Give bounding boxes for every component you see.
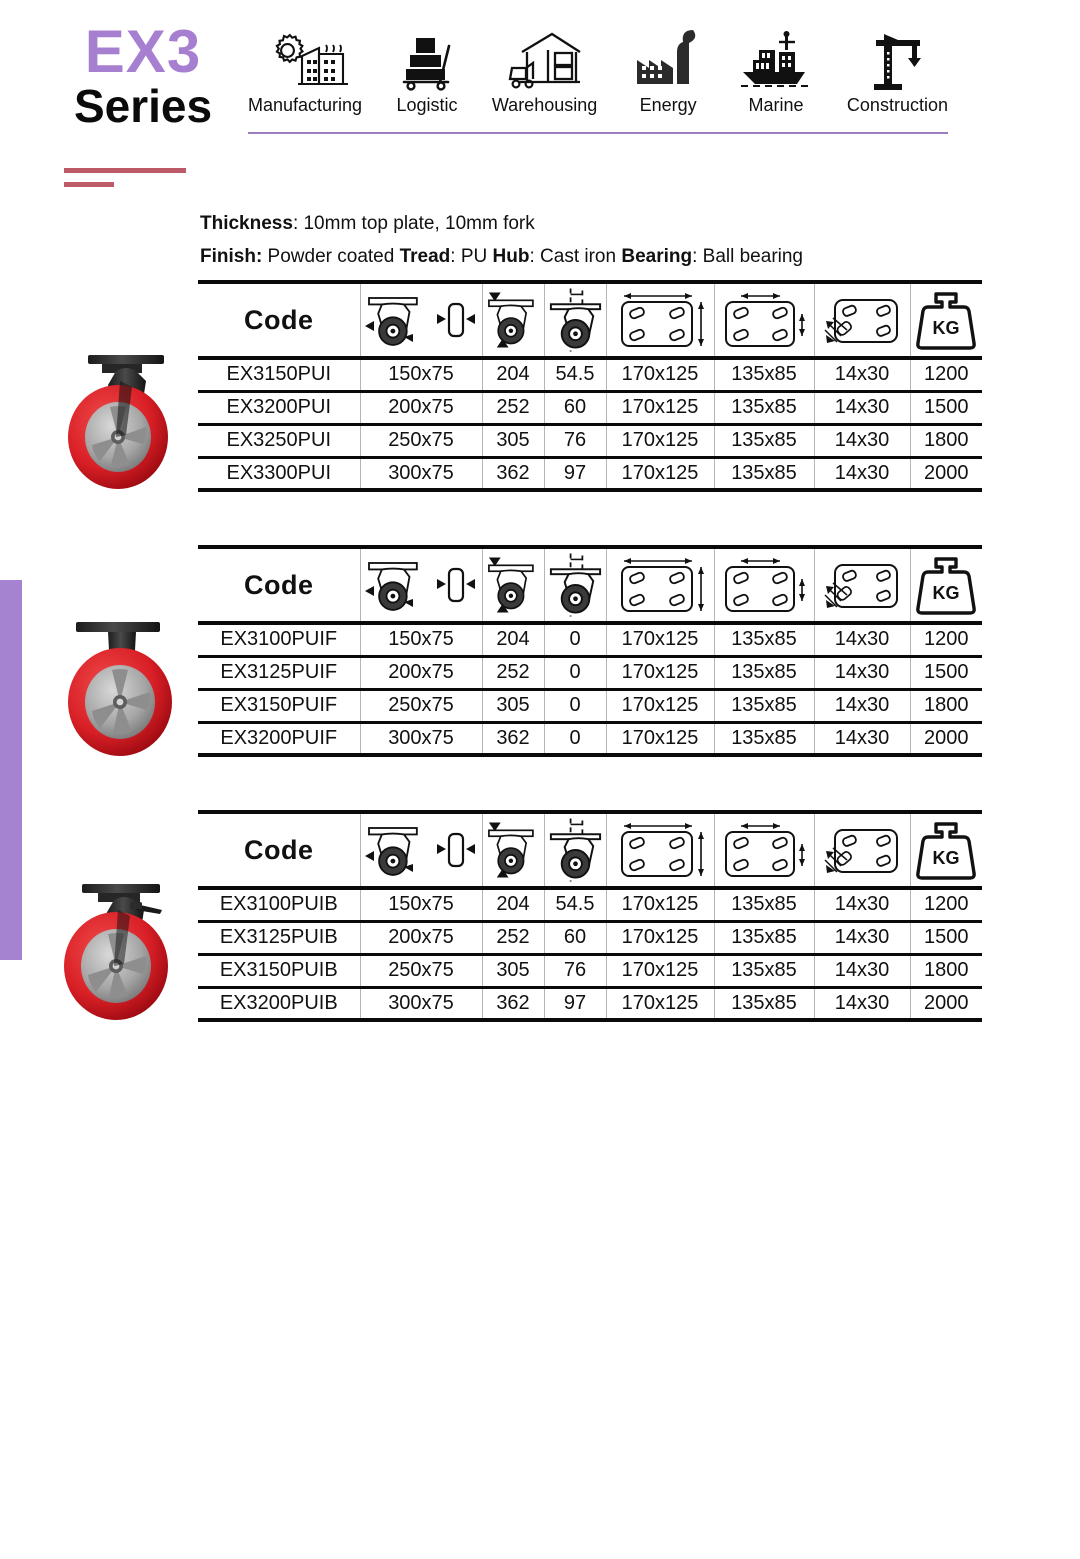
column-header-wheel-diameter-width-icon [360, 812, 482, 888]
cell-product-code: EX3200PUI [198, 391, 360, 424]
table-row [198, 987, 982, 1020]
cell-plate: 170x125 [606, 888, 714, 921]
spec-tread-label: Tread [399, 245, 451, 267]
column-header-bolt-hole-size-icon [814, 812, 910, 888]
industry-label: Construction [846, 95, 948, 115]
cell-bolt: 135x85 [714, 722, 814, 755]
cell-offset: 76 [544, 954, 606, 987]
cell-boltsize: 14x30 [814, 457, 910, 490]
spec-bearing-value: : Ball bearing [692, 245, 803, 267]
brand-rule-short [64, 182, 114, 187]
cell-offset: 54.5 [544, 358, 606, 391]
svg-text:KG: KG [932, 583, 960, 603]
cell-product-code: EX3150PUI [198, 358, 360, 391]
industry-item-logistic [396, 30, 458, 116]
cell-height: 362 [482, 722, 544, 755]
column-header-code: Code [198, 812, 360, 888]
cell-height: 252 [482, 656, 544, 689]
swivel-caster-photo [58, 345, 208, 505]
table-row [198, 623, 982, 656]
cell-height: 305 [482, 424, 544, 457]
cell-height: 362 [482, 987, 544, 1020]
brand-block [48, 18, 238, 132]
cell-height: 204 [482, 888, 544, 921]
cell-wheel: 200x75 [360, 656, 482, 689]
table-row [198, 656, 982, 689]
cell-wheel: 250x75 [360, 689, 482, 722]
cell-boltsize: 14x30 [814, 689, 910, 722]
cell-boltsize: 14x30 [814, 722, 910, 755]
industry-item-warehousing [492, 30, 597, 116]
cell-product-code: EX3100PUIB [198, 888, 360, 921]
cell-plate: 170x125 [606, 623, 714, 656]
cell-plate: 170x125 [606, 457, 714, 490]
column-header-swivel-offset-icon [544, 282, 606, 358]
spec-hub-value: : Cast iron [529, 245, 622, 267]
cell-offset: 60 [544, 921, 606, 954]
cell-bolt: 135x85 [714, 888, 814, 921]
column-header-swivel-offset-icon [544, 812, 606, 888]
cell-product-code: EX3300PUI [198, 457, 360, 490]
cell-kg: 1200 [910, 358, 982, 391]
brand-name: EX3 [84, 18, 202, 85]
cell-bolt: 135x85 [714, 424, 814, 457]
industry-label: Manufacturing [248, 95, 363, 115]
cell-product-code: EX3100PUIF [198, 623, 360, 656]
cell-boltsize: 14x30 [814, 391, 910, 424]
column-header-bolt-hole-size-icon [814, 282, 910, 358]
cell-boltsize: 14x30 [814, 888, 910, 921]
cell-wheel: 150x75 [360, 888, 482, 921]
cargo-ship-icon [739, 30, 813, 92]
cell-plate: 170x125 [606, 987, 714, 1020]
cell-product-code: EX3250PUI [198, 424, 360, 457]
spec-tread-value: : PU [450, 245, 493, 267]
cell-height: 252 [482, 921, 544, 954]
cell-offset: 60 [544, 391, 606, 424]
cell-boltsize: 14x30 [814, 424, 910, 457]
cell-height: 362 [482, 457, 544, 490]
cell-plate: 170x125 [606, 391, 714, 424]
cell-plate: 170x125 [606, 424, 714, 457]
power-plant-leaf-icon [631, 30, 705, 92]
column-header-code: Code [198, 282, 360, 358]
industry-item-manufacturing [248, 30, 362, 116]
cell-wheel: 150x75 [360, 358, 482, 391]
cell-product-code: EX3125PUIF [198, 656, 360, 689]
column-header-load-capacity-kg-icon [910, 547, 982, 623]
spec-finish-value: Powder coated [262, 245, 400, 267]
industry-item-marine [739, 30, 813, 116]
braked-swivel-caster-photo [58, 870, 208, 1030]
cell-product-code: EX3150PUIB [198, 954, 360, 987]
table-row [198, 921, 982, 954]
cell-wheel: 250x75 [360, 954, 482, 987]
cell-bolt: 135x85 [714, 987, 814, 1020]
table-row [198, 457, 982, 490]
cell-plate: 170x125 [606, 689, 714, 722]
cell-height: 305 [482, 954, 544, 987]
column-header-bolt-hole-spacing-icon [714, 547, 814, 623]
cell-wheel: 300x75 [360, 457, 482, 490]
spec-table-swivel [198, 280, 982, 492]
column-header-wheel-diameter-width-icon [360, 282, 482, 358]
cell-boltsize: 14x30 [814, 987, 910, 1020]
cell-kg: 2000 [910, 457, 982, 490]
table-row [198, 358, 982, 391]
cell-kg: 1500 [910, 391, 982, 424]
cell-bolt: 135x85 [714, 623, 814, 656]
cell-wheel: 300x75 [360, 722, 482, 755]
factory-gear-icon [262, 30, 348, 92]
cell-plate: 170x125 [606, 954, 714, 987]
column-header-overall-height-icon [482, 282, 544, 358]
cell-boltsize: 14x30 [814, 358, 910, 391]
cell-offset: 0 [544, 689, 606, 722]
industry-label: Logistic [396, 95, 458, 115]
page-header [0, 0, 1080, 200]
column-header-bolt-hole-spacing-icon [714, 282, 814, 358]
column-header-top-plate-size-icon [606, 282, 714, 358]
table-row [198, 424, 982, 457]
cell-wheel: 150x75 [360, 623, 482, 656]
spec-hub-label: Hub [492, 245, 530, 267]
hand-truck-icon [396, 30, 458, 92]
header-divider [248, 132, 948, 134]
cell-product-code: EX3125PUIB [198, 921, 360, 954]
table-header-row [198, 282, 982, 358]
cell-kg: 1500 [910, 656, 982, 689]
column-header-overall-height-icon [482, 812, 544, 888]
cell-bolt: 135x85 [714, 689, 814, 722]
cell-kg: 1800 [910, 424, 982, 457]
spec-block [200, 208, 986, 273]
cell-bolt: 135x85 [714, 457, 814, 490]
svg-text:KG: KG [932, 848, 960, 868]
cell-bolt: 135x85 [714, 391, 814, 424]
cell-plate: 170x125 [606, 921, 714, 954]
industry-label: Energy [639, 95, 697, 115]
cell-wheel: 200x75 [360, 921, 482, 954]
column-header-wheel-diameter-width-icon [360, 547, 482, 623]
left-accent-bar [0, 580, 22, 960]
column-header-load-capacity-kg-icon [910, 282, 982, 358]
cell-kg: 1500 [910, 921, 982, 954]
spec-bearing-label: Bearing [621, 245, 693, 267]
cell-kg: 2000 [910, 987, 982, 1020]
fixed-caster-photo [58, 610, 208, 770]
brand-rule-long [64, 168, 186, 173]
cell-bolt: 135x85 [714, 656, 814, 689]
cell-height: 204 [482, 623, 544, 656]
cell-plate: 170x125 [606, 722, 714, 755]
column-header-overall-height-icon [482, 547, 544, 623]
column-header-code: Code [198, 547, 360, 623]
industry-item-construction [847, 30, 948, 116]
cell-plate: 170x125 [606, 358, 714, 391]
table-row [198, 391, 982, 424]
cell-offset: 0 [544, 623, 606, 656]
column-header-top-plate-size-icon [606, 812, 714, 888]
cell-kg: 1200 [910, 888, 982, 921]
cell-product-code: EX3200PUIB [198, 987, 360, 1020]
cell-offset: 97 [544, 457, 606, 490]
column-header-bolt-hole-spacing-icon [714, 812, 814, 888]
table-body [198, 358, 982, 490]
cell-kg: 1200 [910, 623, 982, 656]
industry-list [248, 30, 948, 116]
cell-offset: 97 [544, 987, 606, 1020]
spec-line-materials [200, 241, 986, 274]
table-body [198, 623, 982, 755]
industry-label: Marine [748, 95, 804, 115]
warehouse-forklift-icon [506, 30, 584, 92]
table-row [198, 954, 982, 987]
cell-offset: 0 [544, 722, 606, 755]
spec-line-thickness [200, 208, 986, 241]
cell-kg: 1800 [910, 689, 982, 722]
cell-bolt: 135x85 [714, 358, 814, 391]
cell-plate: 170x125 [606, 656, 714, 689]
cell-wheel: 250x75 [360, 424, 482, 457]
cell-height: 305 [482, 689, 544, 722]
cell-boltsize: 14x30 [814, 656, 910, 689]
column-header-top-plate-size-icon [606, 547, 714, 623]
svg-text:KG: KG [932, 318, 960, 338]
industry-label: Warehousing [491, 95, 598, 115]
table-header-row [198, 812, 982, 888]
tower-crane-icon [864, 30, 930, 92]
cell-offset: 76 [544, 424, 606, 457]
cell-product-code: EX3150PUIF [198, 689, 360, 722]
table-row [198, 689, 982, 722]
spec-finish-label: Finish: [200, 245, 263, 267]
table-row [198, 888, 982, 921]
column-header-bolt-hole-size-icon [814, 547, 910, 623]
cell-boltsize: 14x30 [814, 623, 910, 656]
column-header-load-capacity-kg-icon [910, 812, 982, 888]
cell-height: 252 [482, 391, 544, 424]
column-header-swivel-offset-icon [544, 547, 606, 623]
cell-offset: 0 [544, 656, 606, 689]
table-body [198, 888, 982, 1020]
spec-table-braked [198, 810, 982, 1022]
table-header-row [198, 547, 982, 623]
cell-bolt: 135x85 [714, 954, 814, 987]
brand-subtitle: Series [73, 80, 213, 132]
cell-boltsize: 14x30 [814, 921, 910, 954]
spec-thickness-label: Thickness [200, 213, 293, 234]
spec-table-fixed [198, 545, 982, 757]
cell-height: 204 [482, 358, 544, 391]
cell-product-code: EX3200PUIF [198, 722, 360, 755]
table-row [198, 722, 982, 755]
cell-wheel: 200x75 [360, 391, 482, 424]
cell-kg: 1800 [910, 954, 982, 987]
cell-bolt: 135x85 [714, 921, 814, 954]
cell-wheel: 300x75 [360, 987, 482, 1020]
cell-boltsize: 14x30 [814, 954, 910, 987]
industry-item-energy [631, 30, 705, 116]
spec-thickness-value: : 10mm top plate, 10mm fork [292, 213, 535, 234]
cell-kg: 2000 [910, 722, 982, 755]
cell-offset: 54.5 [544, 888, 606, 921]
